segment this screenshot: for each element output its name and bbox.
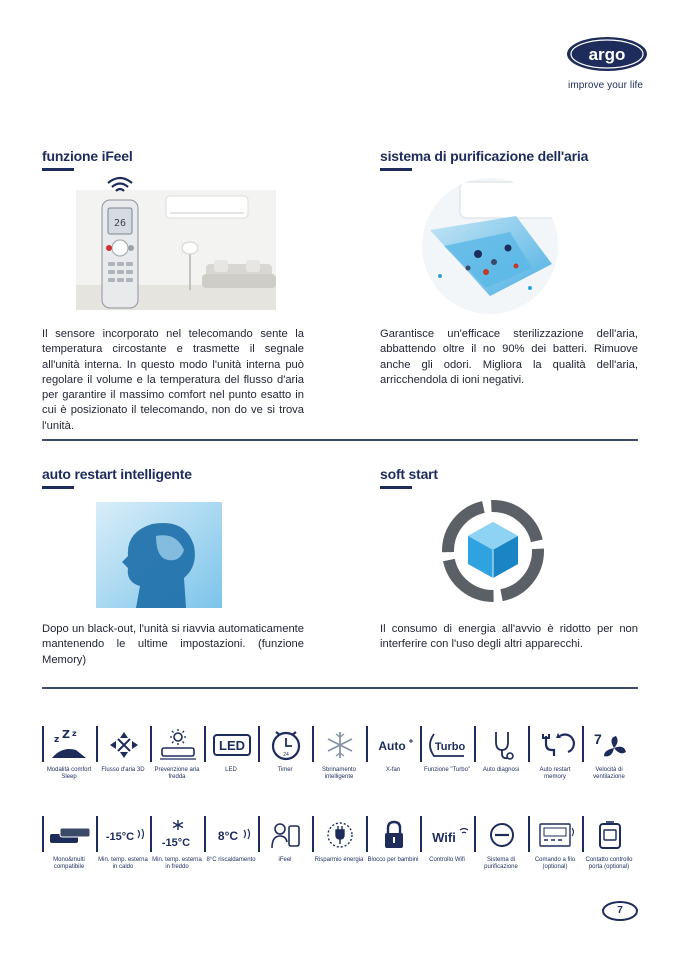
led-icon — [208, 728, 256, 762]
airflow-3d-icon — [100, 728, 148, 762]
feature-item — [258, 816, 312, 886]
svg-text:26: 26 — [113, 218, 127, 229]
self-diagnosis-icon — [478, 728, 526, 762]
feature-label: Risparmio energia — [314, 857, 364, 863]
feature-label: 8°C riscaldamento — [206, 857, 256, 863]
sleep-icon — [46, 728, 94, 762]
argo-logo — [566, 36, 648, 72]
feature-item — [528, 816, 582, 886]
feature-item — [420, 726, 474, 796]
feature-item — [204, 726, 258, 796]
feature-label: Velocità di ventilazione — [593, 767, 625, 780]
x-fan-icon — [370, 728, 418, 762]
purification-illustration — [420, 176, 560, 316]
timer-icon — [262, 728, 310, 762]
features-row-1 — [42, 726, 636, 796]
feature-label: Funzione "Turbo" — [423, 767, 471, 773]
feature-label: iFeel — [278, 857, 292, 863]
section-text-purification: Garantisce un'efficace sterilizzazione dell'aria, abbattendo oltre il no 90% dei batteri. Rimuove anche gli odori. Migliora la qualità dell'aria, arricchendola di ioni negativi. — [380, 328, 638, 386]
feature-label: Controllo Wifi — [429, 857, 465, 863]
feature-label: Flusso d'aria 3D — [101, 767, 145, 773]
wifi-signal-icon — [106, 176, 134, 194]
svg-text:8°C: 8°C — [217, 829, 239, 843]
tagline: improve your life — [568, 80, 644, 91]
svg-text:z: z — [72, 729, 77, 738]
svg-text:z: z — [54, 735, 60, 745]
svg-text:-15°C: -15°C — [161, 837, 191, 849]
feature-label: LED — [225, 767, 237, 773]
feature-item — [420, 816, 474, 886]
wifi-control-icon — [424, 818, 472, 852]
section-text-ifeel: Il sensore incorporato nel telecomando sente la temperatura circostante e trasmette il segnale all'unità interna. In questo modo l'unità interna può regolare il volume e la temperatura del flusso d'aria per garantire il massimo comfort nel punto esatto in cui è posizionato il telecomando, non do ve si trova l'unità. — [42, 328, 304, 432]
feature-label: Prevenzione aria fredda — [154, 767, 200, 780]
child-lock-icon — [370, 818, 418, 852]
wired-controller-icon — [532, 818, 580, 852]
feature-item — [474, 816, 528, 886]
8c-heating-icon — [208, 818, 256, 852]
feature-label: Contatto controllo porta (optional) — [585, 857, 633, 870]
section-text-auto-restart: Dopo un black-out, l'unità si riavvia automaticamente mantenendo le ultime impostazioni. (funzione Memory) — [42, 623, 304, 666]
page-number: 7 — [602, 901, 638, 921]
feature-item — [258, 726, 312, 796]
feature-item — [96, 816, 150, 886]
feature-label: Min. temp. esterna in freddo — [152, 857, 202, 870]
feature-item — [366, 816, 420, 886]
min-temp-cooling-icon — [154, 818, 202, 852]
feature-label: Timer — [277, 767, 293, 773]
feature-item — [42, 726, 96, 796]
divider — [42, 687, 638, 689]
svg-text:Turbo: Turbo — [434, 741, 466, 753]
svg-text:-15°C: -15°C — [105, 831, 135, 843]
feature-item — [150, 816, 204, 886]
feature-item — [366, 726, 420, 796]
title-underline — [42, 486, 74, 489]
svg-text:Z: Z — [62, 728, 70, 741]
divider — [42, 439, 638, 441]
feature-item — [582, 726, 636, 796]
multi-split-icon — [46, 818, 94, 852]
feature-label: Min. temp. esterna in caldo — [98, 857, 148, 870]
feature-label: Modalità comfort Sleep — [46, 767, 92, 780]
feature-item — [150, 726, 204, 796]
feature-label: Blocco per bambini — [367, 857, 419, 863]
auto-restart-icon — [532, 728, 580, 762]
central-control-icon — [586, 818, 634, 852]
feature-label: Comando a filo (optional) — [534, 857, 576, 870]
svg-text:Auto: Auto — [378, 739, 406, 753]
feature-label: Mono&multi compatibile — [53, 857, 85, 870]
feature-item — [474, 726, 528, 796]
features-row-2 — [42, 816, 636, 886]
svg-text:LED: LED — [219, 738, 245, 753]
soft-start-cube-icon — [440, 498, 546, 604]
section-text-soft-start: Il consumo di energia all'avvio è ridotto per non interferire con l'uso degli altri apparecchi. — [380, 623, 638, 651]
auto-restart-illustration — [96, 502, 222, 608]
feature-item — [312, 816, 366, 886]
svg-text:7: 7 — [594, 731, 602, 747]
feature-item — [204, 816, 258, 886]
fan-speed-icon — [586, 728, 634, 762]
section-title-soft-start: soft start — [380, 466, 438, 482]
section-title-auto-restart: auto restart intelligente — [42, 466, 192, 482]
svg-text:24: 24 — [283, 752, 289, 758]
ifeel-photo — [76, 190, 276, 310]
feature-item — [528, 726, 582, 796]
feature-item — [42, 816, 96, 886]
svg-text:Wifi: Wifi — [432, 830, 456, 845]
feature-label: X-fan — [385, 767, 401, 773]
logo-text: argo — [588, 45, 626, 64]
energy-saving-icon — [316, 818, 364, 852]
purification-system-icon — [478, 818, 526, 852]
feature-item — [582, 816, 636, 886]
min-temp-heating-icon — [100, 818, 148, 852]
title-underline — [380, 168, 412, 171]
section-title-ifeel: funzione iFeel — [42, 148, 133, 164]
feature-label: Sistema di purificazione — [484, 857, 518, 870]
cold-air-prevention-icon — [154, 728, 202, 762]
ifeel-icon — [262, 818, 310, 852]
turbo-icon — [424, 728, 472, 762]
title-underline — [380, 486, 412, 489]
feature-label: Sbrinamento intelligente — [321, 767, 357, 780]
feature-item — [96, 726, 150, 796]
defrost-icon — [316, 728, 364, 762]
feature-label: Auto restart memory — [539, 767, 571, 780]
feature-label: Auto diagnosi — [482, 767, 520, 773]
section-title-purification: sistema di purificazione dell'aria — [380, 148, 589, 164]
title-underline — [42, 168, 74, 171]
feature-item — [312, 726, 366, 796]
